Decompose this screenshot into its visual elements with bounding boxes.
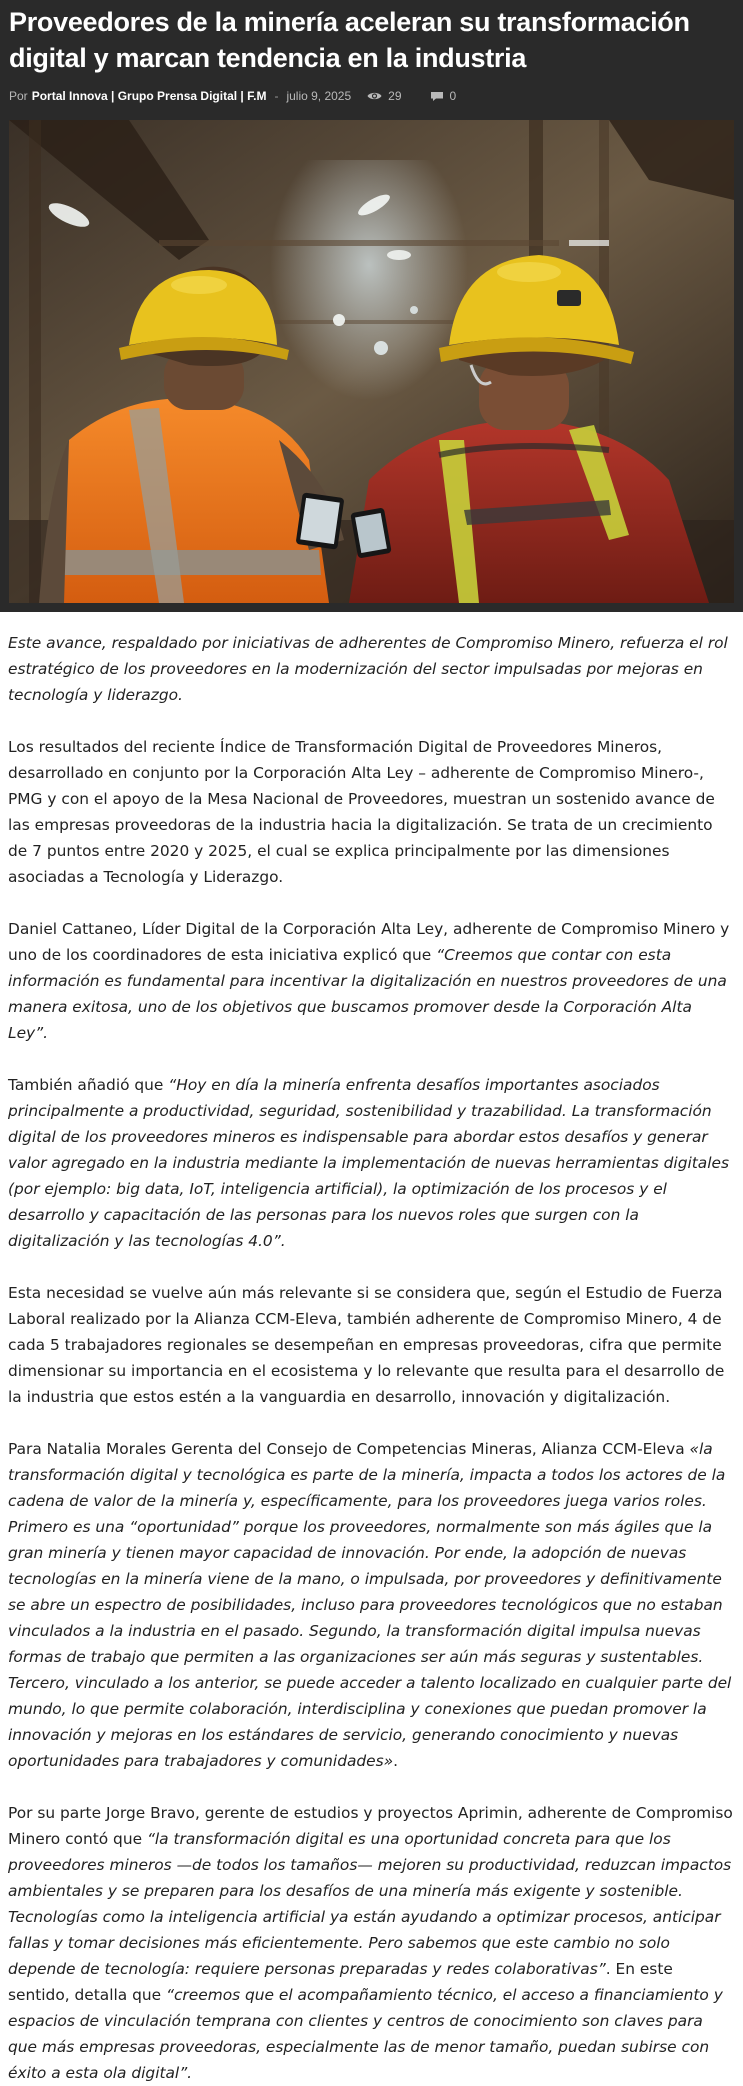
paragraph-2-intro: Daniel Cattaneo, Líder Digital de la Corporación Alta Ley, adherente de Compromiso Minero y uno de los coordinadores de esta iniciativa explicó que: [8, 920, 730, 964]
paragraph-1: Los resultados del reciente Índice de Transformación Digital de Proveedores Mineros, desarrollado en conjunto por la Corporación Alta Ley – adherente de Compromiso Minero-, PMG y con el apoyo de la Mesa Nacional de Proveedores, muestran un sostenido avance de las empresas proveedoras de la industria hacia la digitalización. Se trata de un crecimiento de 7 puntos entre 2020 y 2025, el cual se explica principalmente por las dimensiones asociadas a Tecnología y Liderazgo.: [8, 738, 715, 886]
paragraph-2: [8, 916, 734, 1046]
paragraph-3: [8, 1072, 734, 1254]
author-link[interactable]: Portal Innova | Grupo Prensa Digital | F.M: [31, 89, 267, 103]
article-body: [0, 612, 743, 2086]
quote-bravo-2: “creemos que el acompañamiento técnico, el acceso a financiamiento y espacios de vinculación temprana con clientes y centros de conocimiento son claves para que más empresas proveedoras, especialmente las de menor tamaño, puedan subirse con éxito a esta ola digital”.: [8, 1986, 723, 2082]
quote-morales: «la transformación digital y tecnológica es parte de la minería, impacta a todos los actores de la cadena de valor de la minería y, específicamente, para los proveedores juega varios roles. Primero es una “oportunidad” porque los proveedores, normalmente son más ágiles que la gran minería y tienen mayor capacidad de innovación. Por ende, la adopción de nuevas tecnologías en la minería viene de la mano, o impulsada, por proveedores y definitivamente se abre un espectro de posibilidades, incluso para proveedores tecnológicos que no estaban vinculados a la industria en el pasado. Segundo, la transformación digital impulsa nuevas formas de trabajo que permiten a las organizaciones ser aún más seguras y sustentables. Tercero, vinculado a los anterior, se puede acceder a talento localizado en cualquier parte del mundo, lo que permite colaboración, interdisciplina y conexiones que puedan promover la innovación y mejoras en los estándares de servicio, generando conocimiento y nuevas oportunidades para trabajadores y comunidades»: [8, 1440, 732, 1770]
article-meta: [9, 86, 734, 106]
paragraph-6-intro: Por su parte Jorge Bravo, gerente de estudios y proyectos Aprimin, adherente de Compromiso Minero contó que: [8, 1804, 733, 1848]
comments-count: 0: [449, 89, 457, 103]
quote-bravo: “la transformación digital es una oportunidad concreta para que los proveedores mineros —de todos los tamaños— mejoren su productividad, reduzcan impactos ambientales y se preparen para los desafíos de una minería más exigente y sostenible. Tecnologías como la inteligencia artificial ya están ayudando a optimizar procesos, anticipar fallas y tomar decisiones más eficientemente. Pero sabemos que este cambio no solo depende de tecnología: requiere personas preparadas y redes colaborativas”: [8, 1830, 732, 1978]
paragraph-5-intro: Para Natalia Morales Gerenta del Consejo de Competencias Mineras, Alianza CCM-Eleva: [8, 1440, 690, 1458]
paragraph-3-intro: También añadió que: [8, 1076, 169, 1094]
views-count: 29: [388, 89, 402, 103]
views-counter: [367, 89, 401, 103]
mining-workers-photo: [9, 120, 734, 603]
byline-label: Por: [9, 89, 28, 103]
comments-link[interactable]: [430, 89, 457, 103]
article-lead: [8, 630, 734, 708]
paragraph-6-middle: . En este sentido, detalla que: [8, 1960, 673, 2004]
lead-text: Este avance, respaldado por iniciativas de adherentes de Compromiso Minero, refuerza el rol estratégico de los proveedores en la modernización del sector impulsadas por mejoras en tecnología y liderazgo.: [8, 634, 728, 704]
meta-separator: -: [274, 89, 279, 103]
comment-icon: [430, 91, 444, 102]
article-header: [0, 0, 743, 612]
quote-cattaneo: “Creemos que contar con esta información es fundamental para incentivar la digitalización en nuestros proveedores de una manera exitosa, uno de los objetivos que buscamos promover desde la Corporación Alta Ley”.: [8, 946, 727, 1042]
paragraph-5: [8, 1436, 734, 1774]
paragraph-6: [8, 1800, 734, 2086]
eye-icon: [367, 91, 382, 101]
hero-image: [9, 120, 734, 603]
publish-date: julio 9, 2025: [286, 89, 352, 103]
article-title: Proveedores de la minería aceleran su transformación digital y marcan tendencia en la industria: [9, 7, 690, 73]
quote-cattaneo-2: “Hoy en día la minería enfrenta desafíos importantes asociados principalmente a productividad, seguridad, sostenibilidad y trazabilidad. La transformación digital de los proveedores mineros es indispensable para abordar estos desafíos y generar valor agregado en la industria mediante la implementación de nuevas herramientas digitales (por ejemplo: big data, IoT, inteligencia artificial), la optimización de los procesos y el desarrollo y capacitación de las personas para los nuevos roles que surgen con la digitalización y las tecnologías 4.0”.: [8, 1076, 729, 1250]
paragraph-5-end: .: [393, 1752, 399, 1770]
paragraph-4: Esta necesidad se vuelve aún más relevante si se considera que, según el Estudio de Fuerza Laboral realizado por la Alianza CCM-Eleva, también adherente de Compromiso Minero, 4 de cada 5 trabajadores regionales se desempeñan en empresas proveedoras, cifra que permite dimensionar su importancia en el ecosistema y lo relevante que resulta para el desarrollo de la industria que estos estén a la vanguardia en desarrollo, innovación y digitalización.: [8, 1284, 725, 1406]
